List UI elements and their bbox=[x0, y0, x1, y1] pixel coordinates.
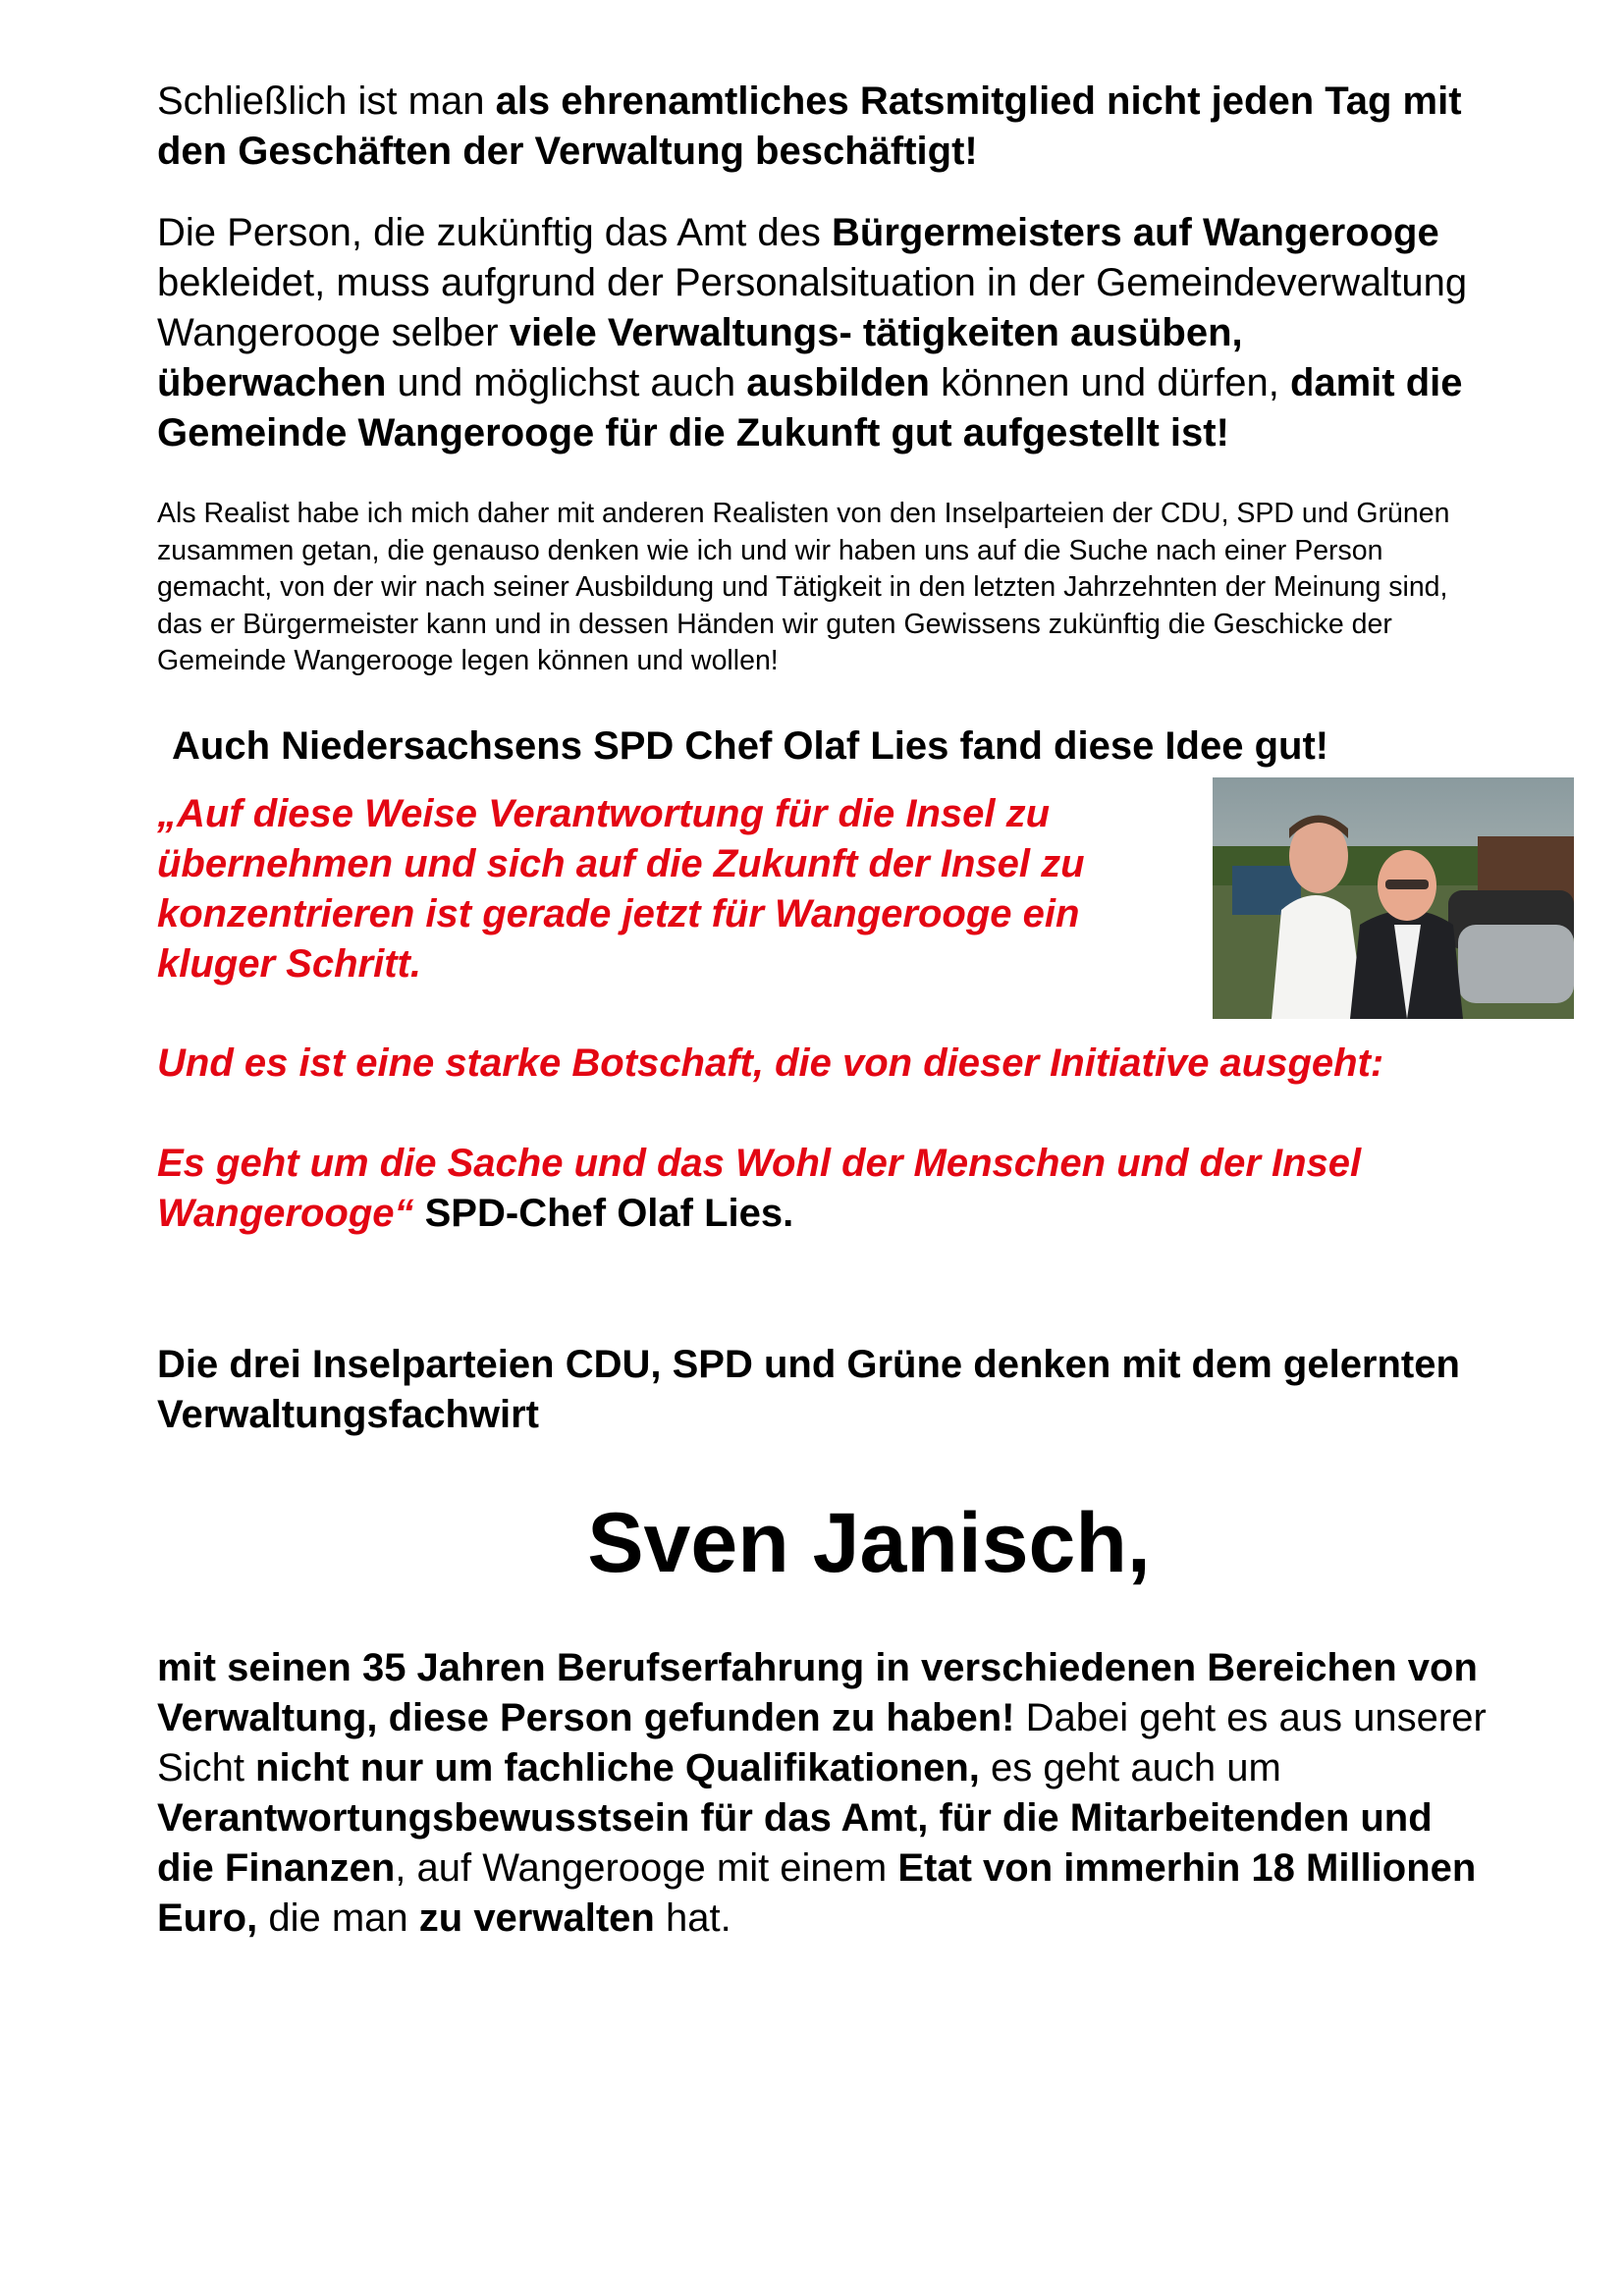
quote-block bbox=[157, 789, 1492, 1239]
paragraph-buergermeister-amt: Die Person, die zukünftig das Amt des Bürgermeisters auf Wangerooge bekleidet, muss aufgrund der Personalsituation in der Gemeindeverwaltung Wangerooge selber viele Verwaltungs- tätigkeiten ausüben, überwachen und möglichst auch ausbilden können und dürfen, damit die Gemeinde Wangerooge für die Zukunft gut aufgestellt ist! bbox=[157, 211, 1468, 454]
quote-part-1: „Auf diese Weise Verantwortung für die Insel zu übernehmen und sich auf die Zukunft der Insel zu konzentrieren ist gerade jetzt für Wangerooge ein kluger Schritt. bbox=[157, 791, 1085, 986]
candidate-name: Sven Janisch, bbox=[587, 1495, 1151, 1590]
paragraph-inselparteien: Die drei Inselparteien CDU, SPD und Grüne denken mit dem gelernten Verwaltungsfachwirt bbox=[157, 1342, 1460, 1436]
paragraph-ratsmitglied: Schließlich ist man als ehrenamtliches Ratsmitglied nicht jeden Tag mit den Geschäften der Verwaltung beschäftigt! bbox=[157, 80, 1462, 173]
paragraph-berufserfahrung: mit seinen 35 Jahren Berufserfahrung in verschiedenen Bereichen von Verwaltung, diese Person gefunden zu haben! Dabei geht es aus unserer Sicht nicht nur um fachliche Qualifikationen, es geht auch um Verantwortungsbewusstsein für das Amt, für die Mitarbeitenden und die Finanzen, auf Wangerooge mit einem Etat von immerhin 18 Millionen Euro, die man zu verwalten hat. bbox=[157, 1645, 1487, 1940]
quote-attribution: SPD-Chef Olaf Lies. bbox=[413, 1191, 794, 1235]
quote-part-3: Es geht um die Sache und das Wohl der Menschen und der Insel Wangerooge“ SPD-Chef Olaf Lies. bbox=[157, 1141, 1362, 1235]
quote-part-2: Und es ist eine starke Botschaft, die von dieser Initiative ausgeht: bbox=[157, 1041, 1384, 1085]
heading-olaf-lies: Auch Niedersachsens SPD Chef Olaf Lies fand diese Idee gut! bbox=[172, 723, 1329, 768]
photo-olaf-lies-sven-janisch bbox=[1213, 777, 1574, 1019]
document-page bbox=[157, 77, 1492, 1944]
paragraph-realist: Als Realist habe ich mich daher mit anderen Realisten von den Inselparteien der CDU, SPD und Grünen zusammen getan, die genauso denken wie ich und wir haben uns auf die Suche nach einer Person gemacht, von der wir nach seiner Ausbildung und Tätigkeit in den letzten Jahrzehnten der Meinung sind, das er Bürgermeister kann und in dessen Händen wir guten Gewissens zukünftig die Geschicke der Gemeinde Wangerooge legen können und wollen! bbox=[157, 498, 1450, 676]
